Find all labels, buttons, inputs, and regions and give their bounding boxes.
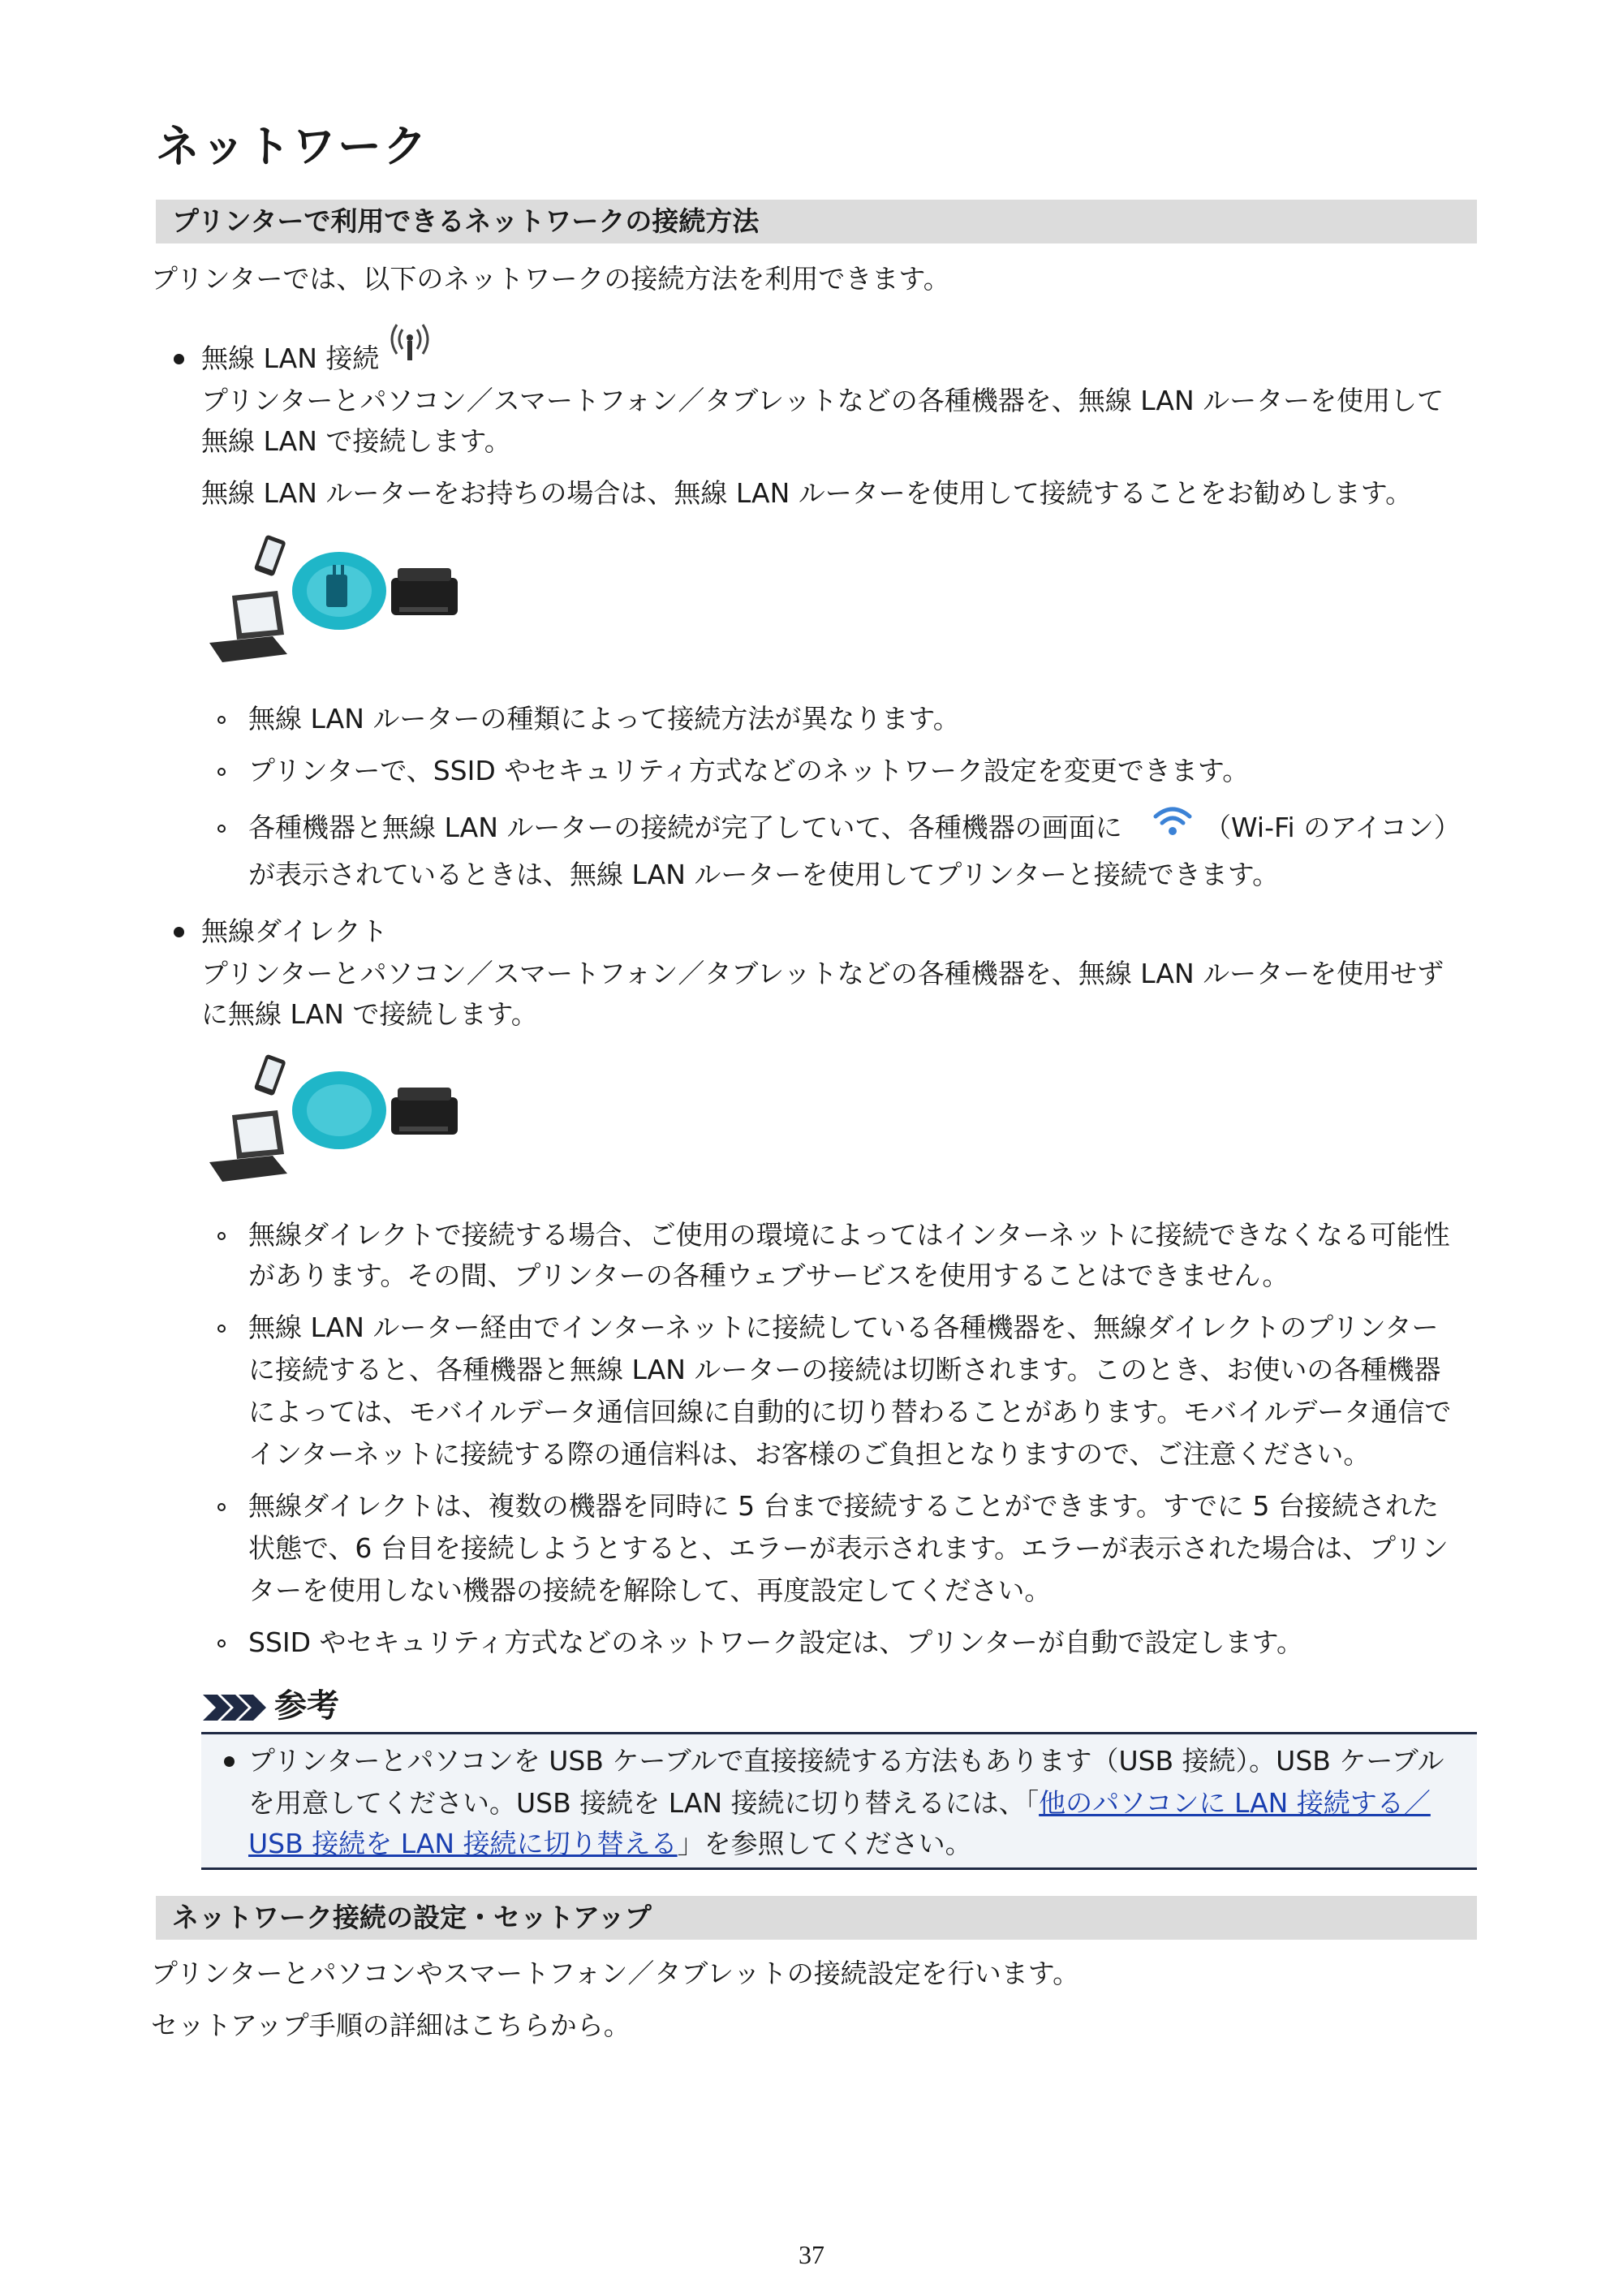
- router-connection-illustration: [200, 532, 467, 670]
- reference-line-2-text: を用意してください。USB 接続を LAN 接続に切り替えるには、「: [248, 1787, 1040, 1819]
- wireless-lan-note-3-before: 各種機器と無線 LAN ルーターの接続が完了していて、各種機器の画面に: [248, 812, 1122, 843]
- setup-text-1: プリンターとパソコンやスマートフォン／タブレットの接続設定を行います。: [151, 1958, 1080, 1989]
- link-switch-usb-to-lan[interactable]: USB 接続を LAN 接続に切り替える: [248, 1828, 678, 1859]
- sub-bullet: [217, 1325, 226, 1333]
- antenna-icon: [385, 321, 441, 364]
- direct-connection-illustration: [200, 1052, 467, 1190]
- bullet-dot: [174, 354, 184, 364]
- wireless-direct-note-3-line1: 無線ダイレクトは、複数の機器を同時に 5 台まで接続することができます。すでに 5 台接続された: [248, 1490, 1439, 1522]
- setup-text-2: セットアップ手順の詳細はこちらから。: [151, 2010, 631, 2041]
- wireless-lan-note-2: プリンターで、SSID やセキュリティ方式などのネットワーク設定を変更できます。: [248, 755, 1250, 786]
- wireless-lan-desc-1: プリンターとパソコン／スマートフォン／タブレットなどの各種機器を、無線 LAN ルーターを使用して: [201, 385, 1444, 416]
- intro-text: プリンターでは、以下のネットワークの接続方法を利用できます。: [151, 263, 950, 295]
- wireless-direct-desc-1: プリンターとパソコン／スマートフォン／タブレットなどの各種機器を、無線 LAN ルーターを使用せず: [201, 958, 1444, 989]
- section-heading-connection-methods: プリンターで利用できるネットワークの接続方法: [156, 200, 1477, 243]
- wireless-lan-label: 無線 LAN 接続: [201, 342, 380, 374]
- note-label: 参考: [274, 1687, 339, 1725]
- wireless-lan-desc-2: 無線 LAN で接続します。: [201, 425, 511, 457]
- section-heading-network-setup: ネットワーク接続の設定・セットアップ: [156, 1896, 1477, 1940]
- wireless-lan-recommend: 無線 LAN ルーターをお持ちの場合は、無線 LAN ルーターを使用して接続することをお勧めします。: [201, 477, 1413, 509]
- page-title: ネットワーク: [156, 121, 428, 172]
- reference-line-2: [248, 1782, 1431, 1824]
- wireless-direct-desc-2: に無線 LAN で接続します。: [201, 998, 538, 1030]
- wireless-lan-note-3-after: （Wi-Fi のアイコン）: [1204, 812, 1461, 843]
- wireless-direct-note-3-line2: 状態で、6 台目を接続しようとすると、エラーが表示されます。エラーが表示された場合は、プリン: [248, 1532, 1449, 1564]
- reference-line-1: プリンターとパソコンを USB ケーブルで直接接続する方法もあります（USB 接続）。USB ケーブル: [248, 1745, 1444, 1777]
- wireless-direct-note-2-line1: 無線 LAN ルーター経由でインターネットに接続している各種機器を、無線ダイレクトのプリンター: [248, 1312, 1439, 1343]
- wireless-lan-note-3-line2: が表示されているときは、無線 LAN ルーターを使用してプリンターと接続できます。: [248, 859, 1280, 890]
- wireless-lan-note-1: 無線 LAN ルーターの種類によって接続方法が異なります。: [248, 703, 960, 734]
- wifi-icon: [1152, 803, 1193, 839]
- sub-bullet: [217, 768, 226, 776]
- reference-line-3: [248, 1823, 972, 1865]
- link-lan-connect-other-pc[interactable]: 他のパソコンに LAN 接続する／: [1039, 1787, 1431, 1819]
- reference-line-3-text: 」を参照してください。: [677, 1828, 972, 1859]
- wireless-direct-note-1-line1: 無線ダイレクトで接続する場合、ご使用の環境によってはインターネットに接続できなくなる可能性: [248, 1219, 1450, 1251]
- wireless-direct-note-1-line2: があります。その間、プリンターの各種ウェブサービスを使用することはできません。: [248, 1260, 1289, 1291]
- wireless-direct-note-4: SSID やセキュリティ方式などのネットワーク設定は、プリンターが自動で設定します。: [248, 1626, 1303, 1658]
- sub-bullet: [217, 1503, 226, 1511]
- bullet-dot: [174, 927, 184, 937]
- wireless-direct-note-2-line2: に接続すると、各種機器と無線 LAN ルーターの接続は切断されます。このとき、お使いの各種機器: [248, 1354, 1441, 1385]
- sub-bullet: [217, 716, 226, 724]
- wireless-direct-note-3-line3: ターを使用しない機器の接続を解除して、再度設定してください。: [248, 1574, 1052, 1606]
- wireless-direct-label: 無線ダイレクト: [201, 915, 388, 947]
- page-number: 37: [799, 2240, 824, 2269]
- wireless-direct-note-2-line4: インターネットに接続する際の通信料は、お客様のご負担となりますので、ご注意ください。: [248, 1438, 1371, 1470]
- note-arrow-icon: [203, 1688, 268, 1727]
- sub-bullet: [217, 1639, 226, 1648]
- sub-bullet: [217, 1232, 226, 1240]
- sub-bullet: [217, 825, 226, 833]
- wireless-direct-note-2-line3: によっては、モバイルデータ通信回線に自動的に切り替わることがあります。モバイルデータ通信で: [248, 1396, 1452, 1428]
- bullet-dot: [224, 1756, 235, 1767]
